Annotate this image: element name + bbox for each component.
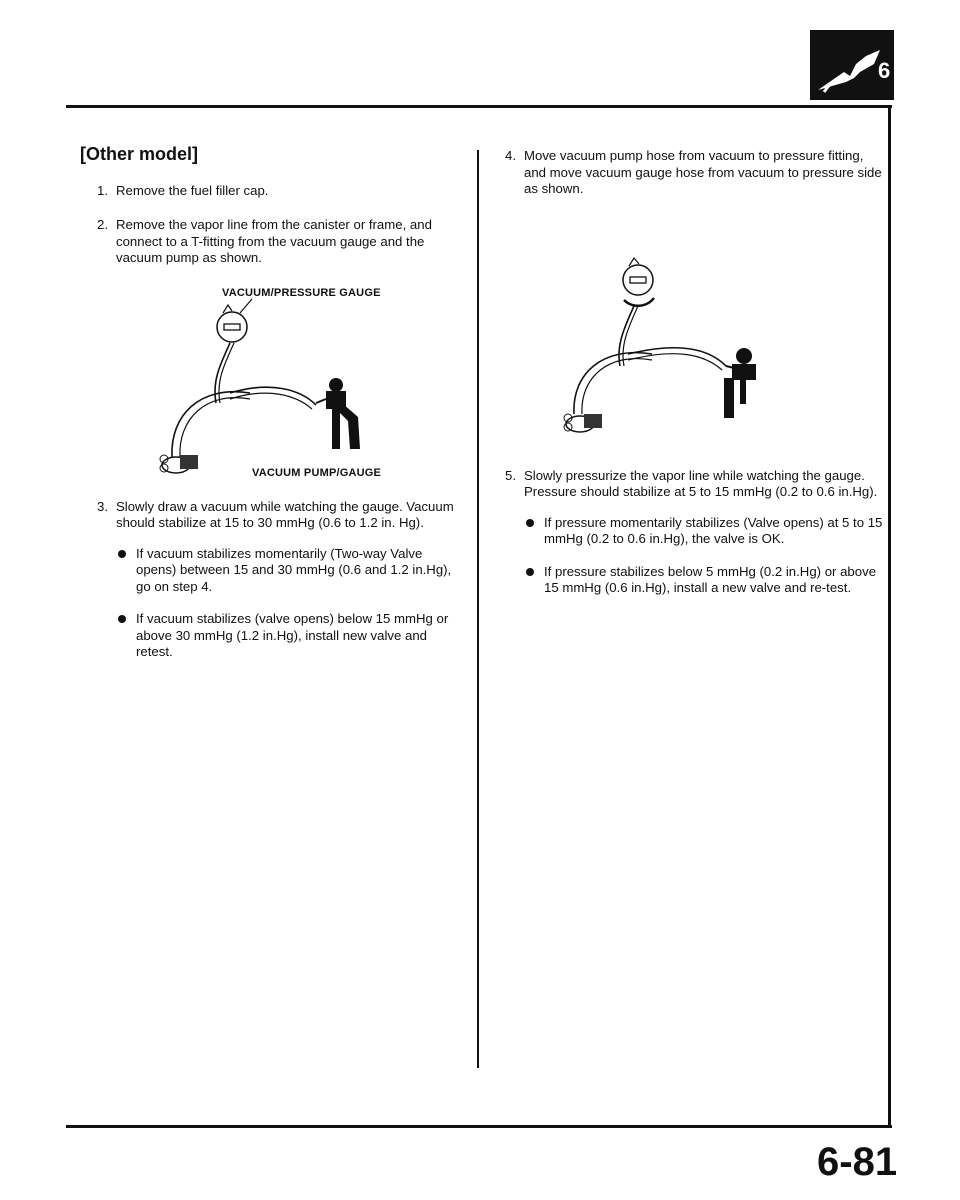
step-3 (80, 499, 460, 661)
step-text: Slowly pressurize the vapor line while watching the gauge. (524, 467, 865, 483)
svg-text:6: 6 (878, 58, 891, 83)
vacuum-pump-icon (316, 378, 360, 449)
step-5 (488, 468, 884, 597)
step-number: 5. (505, 467, 516, 483)
bullet-item: If vacuum stabilizes (valve opens) below 15 mmHg or above 30 mmHg (1.2 in.Hg), install new valve and retest. (116, 611, 460, 661)
pump-label: VACUUM PUMP/GAUGE (252, 466, 382, 479)
fuel-system-icon (810, 30, 894, 100)
step-number: 3. (97, 498, 108, 514)
step-text-continued: Pressure should stabilize at 5 to 15 mmHg (0.2 to 0.6 in.Hg). (524, 484, 878, 499)
page-number: 6-81 (817, 1140, 898, 1184)
bullet-item: If vacuum stabilizes momentarily (Two-way Valve opens) between 15 and 30 mmHg (0.6 and 1.2 in.Hg), go on step 4. (116, 546, 460, 596)
pressure-test-diagram (488, 228, 884, 448)
step-4 (488, 148, 884, 198)
step-2 (80, 217, 460, 267)
two-way-valve-icon (160, 455, 198, 473)
pressure-pump-icon (724, 348, 756, 418)
step-number: 1. (97, 182, 108, 198)
step-number: 4. (505, 148, 516, 163)
bullet-item: If pressure stabilizes below 5 mmHg (0.2 in.Hg) or above 15 mmHg (0.6 in.Hg), install a new valve and re-test. (524, 564, 884, 597)
left-column (80, 140, 460, 679)
step-number: 2. (97, 217, 108, 232)
step-text: Slowly draw a vacuum while watching the gauge. Vacuum should stabilize at 15 to 30 mmHg (0.6 to 1.2 in. Hg). (116, 498, 454, 530)
right-border (888, 105, 891, 1127)
top-rule (66, 105, 892, 108)
section-title: [Other model] (80, 144, 199, 164)
vacuum-test-diagram (80, 285, 460, 485)
step-text: Remove the fuel filler cap. (116, 182, 269, 198)
pressure-gauge-icon (623, 258, 654, 306)
right-column (488, 148, 884, 615)
bullet-item: If pressure momentarily stabilizes (Valve opens) at 5 to 15 mmHg (0.2 to 0.6 in.Hg), the valve is OK. (524, 515, 884, 548)
two-way-valve-icon (564, 414, 602, 432)
step-text: Move vacuum pump hose from vacuum to pressure fitting, and move vacuum gauge hose from vacuum to pressure side as shown. (524, 148, 882, 196)
step-text: Remove the vapor line from the canister or frame, and connect to a T-fitting from the vacuum gauge and the vacuum pump as shown. (116, 217, 432, 265)
step-1 (80, 183, 460, 200)
column-divider (477, 150, 479, 1068)
gauge-label: VACUUM/PRESSURE GAUGE (222, 286, 381, 299)
bottom-rule (66, 1125, 892, 1128)
